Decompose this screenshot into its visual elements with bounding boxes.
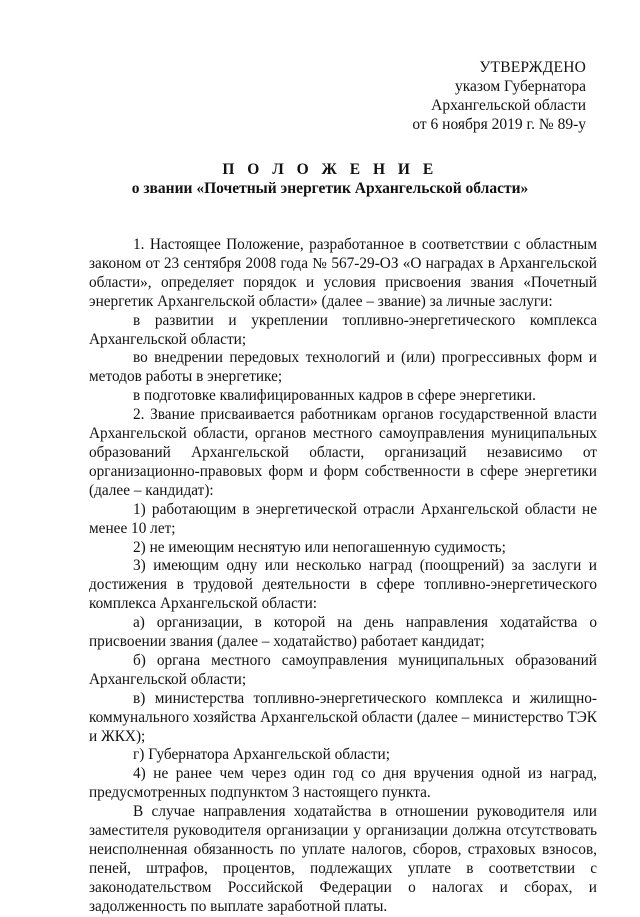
approval-region: Архангельской области	[431, 97, 586, 114]
approval-authority: указом Губернатора	[454, 78, 586, 95]
paragraph-2-item-1: 1) работающим в энергетической отрасли Архангельской области не менее 10 лет;	[89, 500, 597, 537]
document-title: П О Л О Ж Е Н И Е	[222, 161, 438, 178]
paragraph-2: 2. Звание присваивается работникам органов государственной власти Архангельской области, органов местного самоуправления муниципальных образований Архангельской области, организаций независимо от организационно-правовых форм и форм собственности в сфере энергетики (далее – кандидат):	[89, 406, 597, 499]
paragraph-2-item-3c: в) министерства топливно-энергетического комплекса и жилищно-коммунального хозяйства Архангельской области (далее – министерство ТЭК и ЖКХ);	[89, 689, 597, 745]
paragraph-2-item-2: 2) не имеющим неснятую или непогашенную судимость;	[133, 538, 506, 556]
paragraph-2-item-3d: г) Губернатора Архангельской области;	[133, 746, 390, 764]
document-subtitle: о звании «Почетный энергетик Архангельской области»	[131, 180, 529, 197]
paragraph-2-item-3b: б) органа местного самоуправления муниципальных образований Архангельской области;	[89, 651, 597, 688]
paragraph-1-item-training: в подготовке квалифицированных кадров в сфере энергетики.	[133, 387, 536, 405]
paragraph-1: 1. Настоящее Положение, разработанное в соответствии с областным законом от 23 сентября 2008 года № 567-29-ОЗ «О наградах в Архангельской области», определяет порядок и условия присвоения звания «Почетный энергетик Архангельской области» (далее – звание) за личные заслуги:	[89, 236, 597, 310]
approval-stamp-block	[326, 58, 586, 134]
paragraph-2-item-3: 3) имеющим одну или несколько наград (поощрений) за заслуги и достижения в трудовой деятельности в сфере топливно-энергетического комплекса Архангельской области:	[89, 557, 597, 613]
paragraph-1-item-development: в развитии и укреплении топливно-энергетического комплекса Архангельской области;	[89, 311, 597, 348]
paragraph-2-item-3a: а) организации, в которой на день направления ходатайства о присвоении звания (далее – ходатайство) работает кандидат;	[89, 614, 597, 651]
paragraph-2-item-4: 4) не ранее чем через один год со дня вручения одной из наград, предусмотренных подпунктом 3 настоящего пункта.	[89, 765, 597, 802]
paragraph-2-note: В случае направления ходатайства в отношении руководителя или заместителя руководителя организации у организации должна отсутствовать неисполненная обязанность по уплате налогов, сборов, страховых взносов, пеней, штрафов, процентов, подлежащих уплате в соответствии с законодательством Российской Федерации о налогах и сборах, и задолженность по выплате заработной платы.	[89, 803, 597, 915]
document-body	[89, 236, 597, 917]
approval-date: от 6 ноября 2019 г. № 89-у	[412, 116, 586, 133]
approval-heading: УТВЕРЖДЕНО	[479, 59, 586, 76]
paragraph-1-item-technologies: во внедрении передовых технологий и (или) прогрессивных форм и методов работы в энергетике;	[89, 349, 597, 386]
